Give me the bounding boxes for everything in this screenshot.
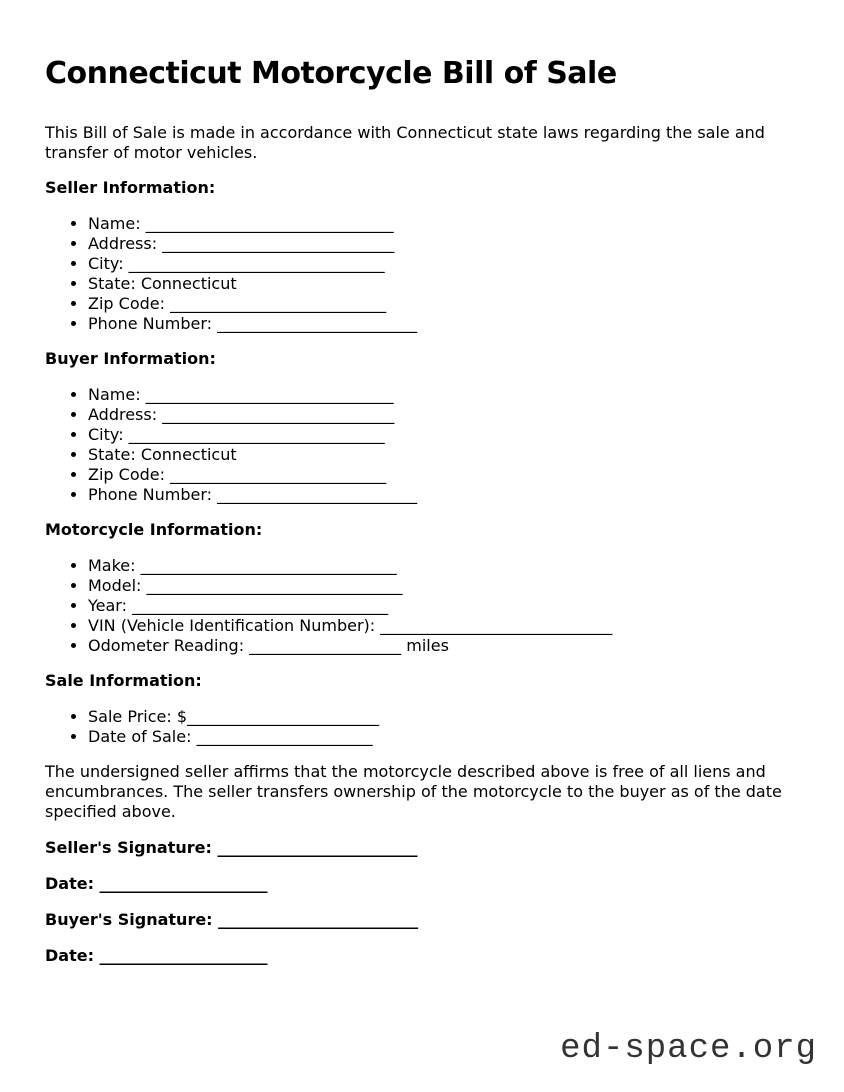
seller-information-list: [45, 214, 799, 334]
list-item: • VIN (Vehicle Identification Number): _____________________________: [88, 616, 799, 636]
buyer-date-line: Date: _____________________: [45, 946, 268, 965]
sale-information-heading: Sale Information:: [45, 671, 202, 690]
list-item: • City: ________________________________: [88, 254, 799, 274]
seller-signature-line: Seller's Signature: _________________________: [45, 838, 418, 857]
list-item: • Name: _______________________________: [88, 385, 799, 405]
watermark-text: ed-space.org: [560, 1030, 817, 1068]
buyer-signature-line: Buyer's Signature: _________________________: [45, 910, 419, 929]
seller-information-heading: Seller Information:: [45, 178, 216, 197]
buyer-information-heading: Buyer Information:: [45, 349, 216, 368]
list-item: • City: ________________________________: [88, 425, 799, 445]
document-title: Connecticut Motorcycle Bill of Sale: [45, 56, 617, 91]
motorcycle-information-heading: Motorcycle Information:: [45, 520, 263, 539]
sale-information-list: [45, 707, 799, 747]
list-item: • Zip Code: ___________________________: [88, 294, 799, 314]
list-item: • Name: _______________________________: [88, 214, 799, 234]
list-item: • Model: ________________________________: [88, 576, 799, 596]
list-item: • Odometer Reading: ___________________ miles: [88, 636, 799, 656]
list-item: • Date of Sale: ______________________: [88, 727, 799, 747]
intro-paragraph: This Bill of Sale is made in accordance with Connecticut state laws regarding the sale and transfer of motor vehicles.: [45, 123, 765, 162]
motorcycle-information-list: [45, 556, 799, 656]
list-item: • State: Connecticut: [88, 274, 799, 294]
list-item: • Zip Code: ___________________________: [88, 465, 799, 485]
seller-date-line: Date: _____________________: [45, 874, 268, 893]
list-item: • State: Connecticut: [88, 445, 799, 465]
list-item: • Phone Number: _________________________: [88, 485, 799, 505]
list-item: • Phone Number: _________________________: [88, 314, 799, 334]
list-item: • Make: ________________________________: [88, 556, 799, 576]
list-item: • Address: _____________________________: [88, 405, 799, 425]
list-item: • Sale Price: $________________________: [88, 707, 799, 727]
buyer-information-list: [45, 385, 799, 505]
list-item: • Address: _____________________________: [88, 234, 799, 254]
list-item: • Year: ________________________________: [88, 596, 799, 616]
affirmation-paragraph: The undersigned seller affirms that the motorcycle described above is free of all liens and encumbrances. The seller transfers ownership of the motorcycle to the buyer as of the date specified above.: [45, 762, 782, 821]
